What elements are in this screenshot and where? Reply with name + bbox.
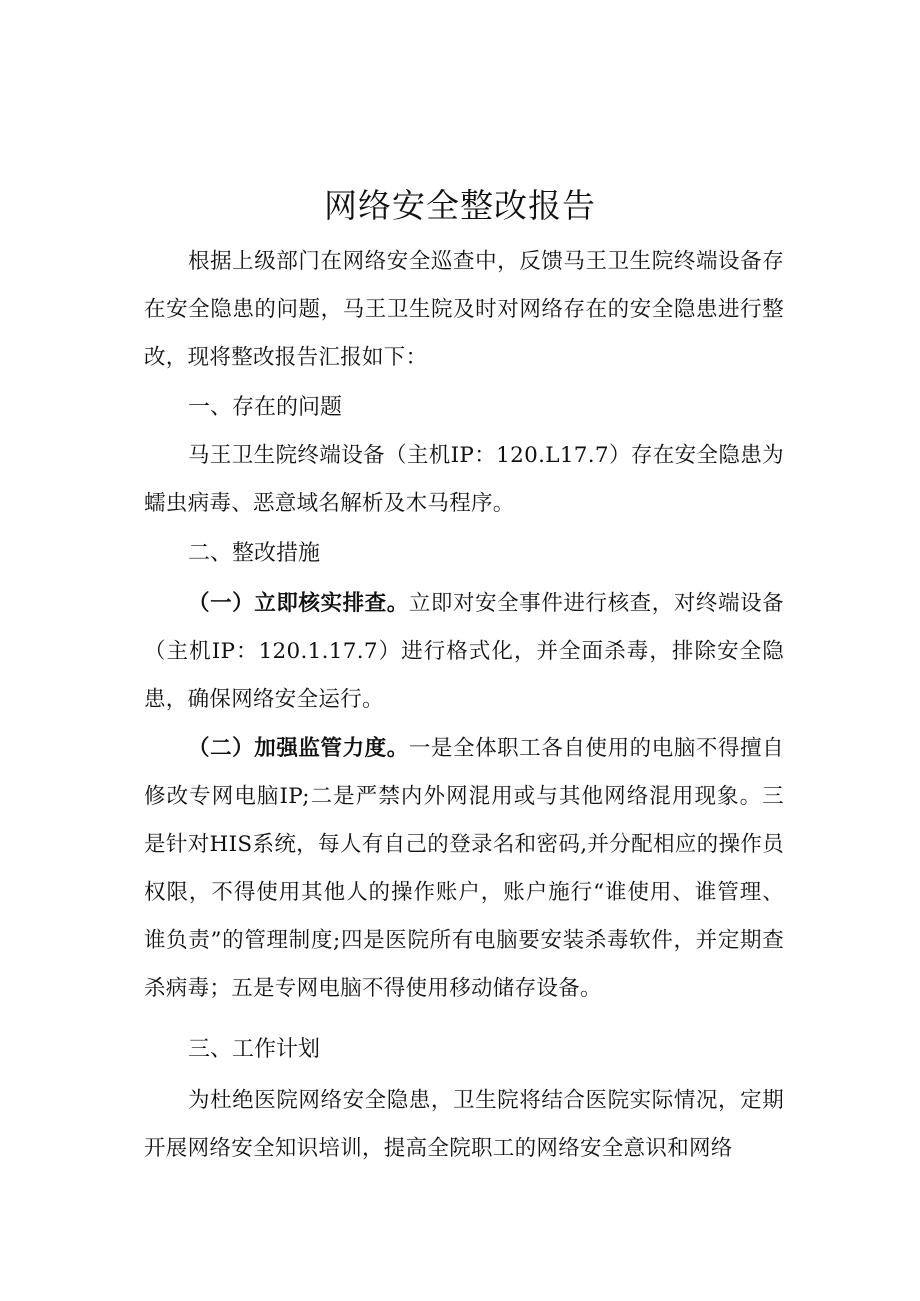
section-heading-problems: 一、存在的问题 xyxy=(188,395,343,420)
measure-item-2-text: 一是全体职工各自使用的电脑不得擅自修改专网电脑IP;二是严禁内外网混用或与其他网络混用现象。三是针对HIS系统，每人有自己的登录名和密码,并分配相应的操作员权限，不得使用其他人的操作账户，账户施行“谁使用、谁管理、谁负责”的管理制度;四是医院所有电脑要安装杀毒软件，并定期查杀病毒；五是专网电脑不得使用移动储存设备。 xyxy=(144,736,784,1001)
measure-item-1-lead: （一）立即核实排查。 xyxy=(188,591,409,616)
measure-item-2 xyxy=(144,725,784,1013)
plan-paragraph: 为杜绝医院网络安全隐患，卫生院将结合医院实际情况，定期开展网络安全知识培训，提高全院职工的网络安全意识和网络 xyxy=(144,1088,784,1161)
section-heading-plan: 三、工作计划 xyxy=(188,1037,321,1062)
document-title: 网络安全整改报告 xyxy=(324,186,596,225)
measure-item-1-text: 立即对安全事件进行核查，对终端设备（主机IP：120.1.17.7）进行格式化，并全面杀毒，排除安全隐患，确保网络安全运行。 xyxy=(144,591,784,712)
section-heading-measures: 二、整改措施 xyxy=(188,541,321,566)
problems-paragraph: 马王卫生院终端设备（主机IP：120.L17.7）存在安全隐患为蠕虫病毒、恶意域名解析及木马程序。 xyxy=(144,443,784,516)
measure-item-2-lead: （二）加强监管力度。 xyxy=(188,736,409,761)
intro-paragraph: 根据上级部门在网络安全巡查中，反馈马王卫生院终端设备存在安全隐患的问题，马王卫生院及时对网络存在的安全隐患进行整改，现将整改报告汇报如下： xyxy=(144,249,784,370)
measure-item-1 xyxy=(144,580,784,724)
